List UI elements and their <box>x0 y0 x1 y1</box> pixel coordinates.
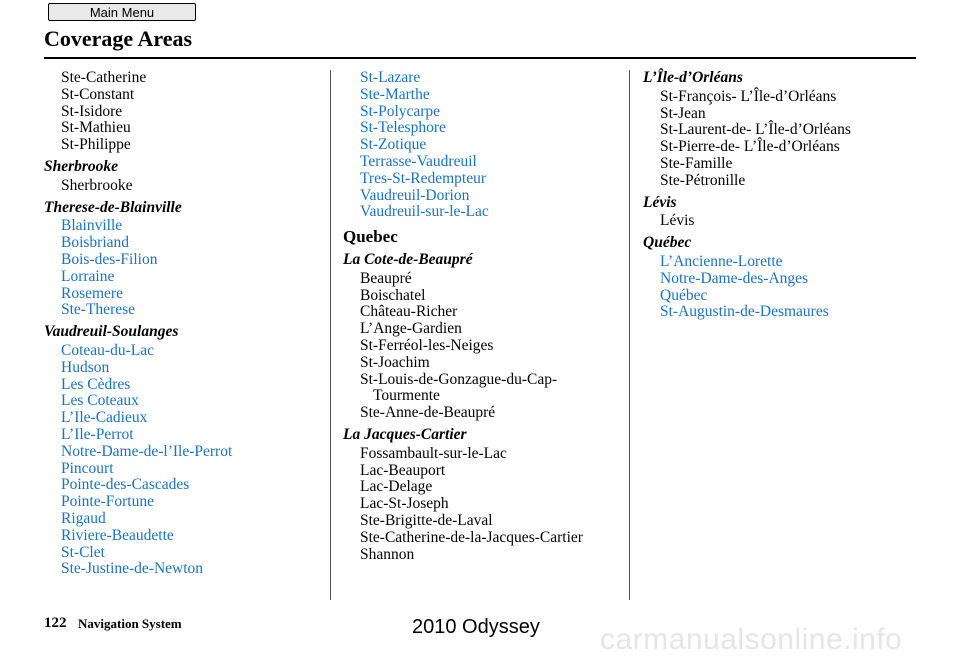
city-link[interactable]: Ste-Therese <box>61 301 136 319</box>
city-link[interactable]: Lorraine <box>61 267 115 285</box>
city-list <box>343 446 623 564</box>
city-item: Lac-Beauport <box>360 461 446 479</box>
city-item: St-Laurent-de- L’Île-d’Orléans <box>660 121 851 139</box>
column-3 <box>643 70 933 326</box>
city-link[interactable]: Boisbriand <box>61 234 130 252</box>
area-heading: Lévis <box>643 193 677 211</box>
area-heading: La Jacques-Cartier <box>343 425 467 443</box>
page-number: 122 <box>44 615 67 631</box>
city-list <box>44 70 324 154</box>
coverage-group <box>343 427 623 563</box>
city-item: Ste-Brigitte-de-Laval <box>360 511 493 529</box>
city-link[interactable]: Vaudreuil-Dorion <box>360 186 470 204</box>
city-link[interactable]: Hudson <box>61 358 110 376</box>
city-link[interactable]: Ste-Justine-de-Newton <box>61 560 204 578</box>
city-list <box>643 254 933 321</box>
city-link[interactable]: Tres-St-Redempteur <box>360 169 486 187</box>
city-link[interactable]: Québec <box>660 286 708 304</box>
city-link[interactable]: Riviere-Beaudette <box>61 526 174 544</box>
section-name: Navigation System <box>78 616 182 631</box>
city-item: Ste-Famille <box>660 154 733 172</box>
city-item: St-Louis-de-Gonzague-du-Cap-Tourmente <box>360 370 558 405</box>
city-link[interactable]: Pincourt <box>61 459 114 477</box>
area-heading: Sherbrooke <box>44 157 119 175</box>
city-item: Ste-Anne-de-Beaupré <box>360 404 496 422</box>
city-item: Lac-Delage <box>360 478 433 496</box>
area-heading: Therese-de-Blainville <box>44 198 182 216</box>
coverage-group <box>643 195 933 231</box>
coverage-group <box>643 235 933 321</box>
city-item: St-Ferréol-les-Neiges <box>360 336 494 354</box>
city-link[interactable]: Rosemere <box>61 284 123 302</box>
coverage-group <box>44 200 324 320</box>
city-link[interactable]: Coteau-du-Lac <box>61 341 154 359</box>
city-item: Fossambault-sur-le-Lac <box>360 444 507 462</box>
area-heading: L’Île-d’Orléans <box>643 69 743 86</box>
city-link[interactable]: Terrasse-Vaudreuil <box>360 152 477 170</box>
city-link[interactable]: St-Polycarpe <box>360 102 441 120</box>
city-link[interactable]: Bois-des-Filion <box>61 250 158 268</box>
area-heading: Vaudreuil-Soulanges <box>44 323 179 341</box>
coverage-group <box>44 324 324 578</box>
city-list <box>643 213 933 230</box>
site-watermark: carmanualsonline.info <box>600 623 903 656</box>
city-item: Lévis <box>660 212 695 230</box>
column-2 <box>343 70 623 568</box>
city-link[interactable]: Les Cèdres <box>61 375 131 393</box>
city-link[interactable]: Pointe-des-Cascades <box>61 476 190 494</box>
city-list <box>343 271 623 422</box>
model-watermark: 2010 Odyssey <box>412 616 540 638</box>
city-link[interactable]: L’Ancienne-Lorette <box>660 252 783 270</box>
city-link[interactable]: St-Augustin-de-Desmaures <box>660 303 829 321</box>
city-link[interactable]: Vaudreuil-sur-le-Lac <box>360 203 489 221</box>
city-item: St-Isidore <box>61 102 123 120</box>
city-link[interactable]: Notre-Dame-des-Anges <box>660 269 809 287</box>
region-heading: Quebec <box>343 227 398 247</box>
page-title: Coverage Areas <box>44 26 193 51</box>
city-link[interactable]: Blainville <box>61 217 123 235</box>
city-item: Ste-Catherine <box>61 69 147 86</box>
area-heading: La Cote-de-Beaupré <box>343 250 473 268</box>
city-list <box>643 89 933 190</box>
city-item: Sherbrooke <box>61 176 133 194</box>
city-item: Château-Richer <box>360 303 458 321</box>
city-item: Ste-Catherine-de-la-Jacques-Cartier <box>360 528 583 546</box>
city-item: St-Joachim <box>360 353 430 371</box>
city-item: St-François- L’Île-d’Orléans <box>660 87 837 105</box>
city-link[interactable]: Ste-Marthe <box>360 85 430 103</box>
coverage-group <box>643 70 933 190</box>
city-list <box>44 218 324 319</box>
city-link[interactable]: Pointe-Fortune <box>61 493 154 511</box>
city-item: L’Ange-Gardien <box>360 320 462 338</box>
column-1 <box>44 70 324 583</box>
city-link[interactable]: L’Ile-Cadieux <box>61 409 148 427</box>
city-link[interactable]: St-Clet <box>61 543 105 561</box>
column-divider-1 <box>330 70 331 600</box>
main-menu-button[interactable]: Main Menu <box>48 3 196 21</box>
coverage-group <box>44 70 324 154</box>
city-link[interactable]: Notre-Dame-de-l’Ile-Perrot <box>61 442 233 460</box>
city-item: St-Constant <box>61 85 135 103</box>
coverage-group <box>343 252 623 422</box>
city-list <box>44 178 324 195</box>
city-item: St-Philippe <box>61 136 131 154</box>
city-link[interactable]: L’Ile-Perrot <box>61 425 134 443</box>
city-link[interactable]: St-Lazare <box>360 69 421 86</box>
city-list <box>343 70 623 221</box>
city-list <box>44 343 324 578</box>
area-heading: Québec <box>643 234 692 252</box>
city-item: Shannon <box>360 545 415 563</box>
column-divider-2 <box>629 70 630 600</box>
city-item: St-Pierre-de- L’Île-d’Orléans <box>660 138 840 156</box>
city-link[interactable]: Les Coteaux <box>61 392 139 410</box>
city-item: St-Jean <box>660 104 706 122</box>
city-link[interactable]: St-Telesphore <box>360 119 446 137</box>
city-item: Beaupré <box>360 269 412 287</box>
coverage-group <box>343 70 623 221</box>
city-item: Boischatel <box>360 286 426 304</box>
city-link[interactable]: St-Zotique <box>360 136 427 154</box>
city-link[interactable]: Rigaud <box>61 509 106 527</box>
city-item: Ste-Pétronille <box>660 171 746 189</box>
title-divider <box>44 57 916 59</box>
city-item: St-Mathieu <box>61 119 131 137</box>
coverage-group <box>44 159 324 195</box>
city-item: Lac-St-Joseph <box>360 495 449 513</box>
